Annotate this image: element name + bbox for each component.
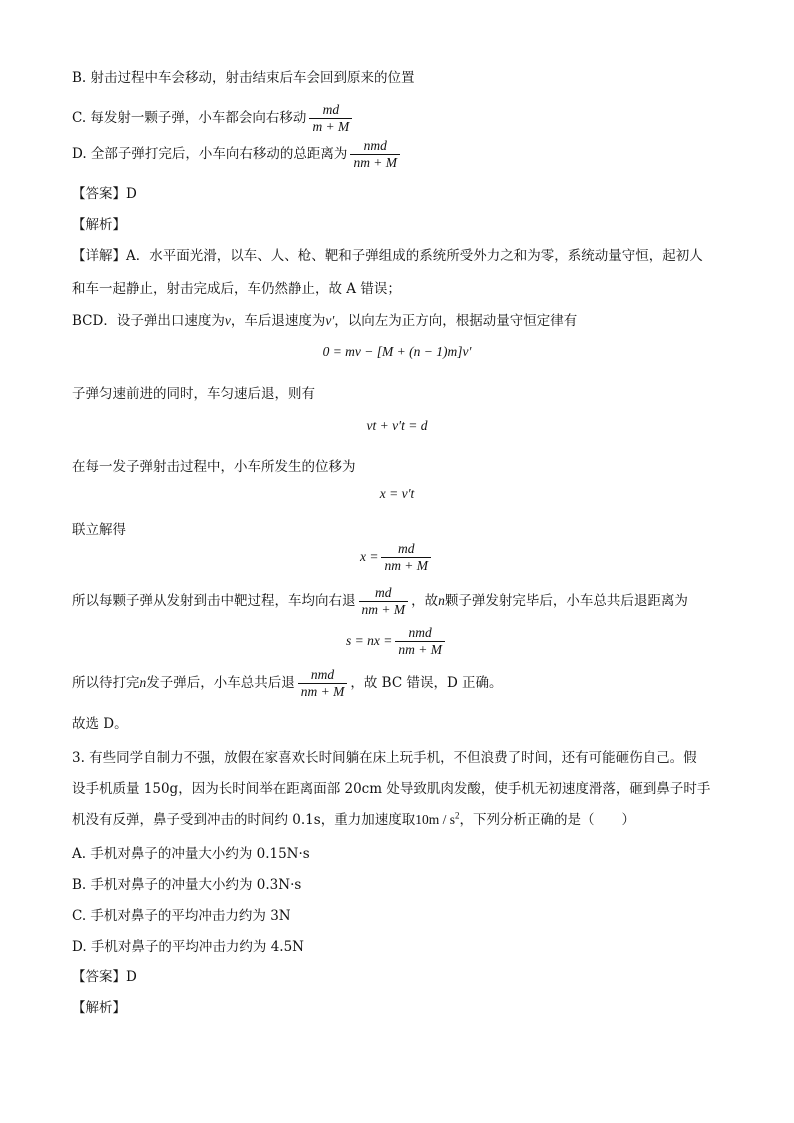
q2-line-solve: 联立解得: [72, 522, 126, 538]
numerator: nmd: [363, 138, 387, 153]
bcd-text-2: ，车后退速度为: [230, 313, 326, 329]
fraction-nmd-over-nm-plus-M: [350, 139, 400, 170]
denominator: m + M: [309, 118, 352, 134]
fraction-md-over-m-plus-M: [309, 103, 352, 134]
numerator: md: [375, 585, 392, 600]
q2-detail-a-cont: 和车一起静止，射击完成后，车仍然静止，故 A 错误；: [72, 281, 401, 297]
var-n: n: [139, 675, 147, 691]
equation-momentum: 0 = mv − [M + (n − 1)m]v′: [322, 344, 472, 359]
q2-line-total: [72, 668, 503, 699]
q2-line-each: [72, 586, 688, 617]
detail-label: 【详解】: [72, 248, 126, 264]
gravity-value: [415, 812, 459, 827]
answer-value: D: [126, 186, 137, 202]
q3-stem-line-3: [72, 808, 635, 828]
var-n: n: [438, 593, 445, 609]
equation-displacement: x = v′t: [379, 486, 415, 501]
equation-s: [0, 626, 794, 657]
gravity-unit: 10m / s: [415, 812, 455, 827]
q2-option-d: [72, 139, 403, 170]
q2-analysis-label: 【解析】: [72, 217, 126, 233]
q3-stem-line-1: 3. 有些同学自制力不强，放假在家喜欢长时间躺在床上玩手机，不但浪费了时间，还有可能砸伤自己。假: [72, 750, 697, 766]
q3-option-c: C. 手机对鼻子的平均冲击力约为 3N: [72, 908, 291, 924]
each-text-2: ，故: [411, 593, 439, 610]
total-text-3: ，故 BC 错误，D 正确。: [350, 675, 503, 692]
equation-x-lhs: x =: [359, 548, 379, 564]
numerator: md: [322, 102, 340, 117]
bcd-text-1: BCD．设子弹出口速度为: [72, 313, 225, 329]
each-text-1: 所以每颗子弹从发射到击中靶过程，车均向右退: [72, 593, 356, 610]
answer-value: D: [126, 969, 137, 985]
q3-stem-line-2: 设手机质量 150g，因为长时间举在距离面部 20cm 处导致肌肉发酸，使手机无初速度滑落，砸到鼻子时手: [72, 781, 711, 797]
q3-option-d: D. 手机对鼻子的平均冲击力约为 4.5N: [72, 939, 304, 955]
bcd-text-3: ，以向左为正方向，根据动量守恒定律有: [334, 313, 578, 329]
denominator: nm + M: [395, 641, 445, 657]
q2-option-c-text: C. 每发射一颗子弹，小车都会向右移动: [72, 110, 307, 127]
equation-sync: vt + v′t = d: [366, 418, 428, 433]
q3-stem-3a: 机没有反弹，鼻子受到冲击的时间约 0.1s，重力加速度取: [72, 812, 416, 828]
equation-s-lhs: s = nx =: [346, 632, 393, 648]
q2-line-choose: 故选 D。: [72, 716, 128, 732]
q3-option-b: B. 手机对鼻子的冲量大小约为 0.3N·s: [72, 877, 302, 893]
q3-stem-3b: ，下列分析正确的是（ ）: [459, 812, 635, 828]
total-text-1: 所以待打完: [72, 675, 140, 692]
q3-answer: [72, 965, 137, 985]
numerator: md: [397, 541, 415, 556]
numerator: nmd: [310, 667, 335, 682]
denominator: nm + M: [298, 683, 348, 699]
fraction-md-over-nm-plus-M: [359, 586, 409, 617]
q2-line-displacement: 在每一发子弹射击过程中，小车所发生的位移为: [72, 459, 356, 475]
q2-detail-a: [72, 244, 703, 264]
total-text-2: 发子弹后，小车总共后退: [146, 675, 295, 692]
q2-option-b: B. 射击过程中车会移动，射击结束后车会回到原来的位置: [72, 70, 415, 86]
answer-label: 【答案】: [72, 969, 126, 985]
denominator: nm + M: [381, 557, 431, 573]
q2-option-c: [72, 103, 355, 134]
answer-label: 【答案】: [72, 186, 126, 202]
each-text-3: 颗子弹发射完毕后，小车总共后退距离为: [444, 593, 688, 610]
var-v: v: [224, 313, 231, 328]
q2-option-d-text: D. 全部子弹打完后，小车向右移动的总距离为: [72, 146, 348, 163]
q2-bcd-intro: [72, 309, 577, 329]
q3-option-a: A. 手机对鼻子的冲量大小约为 0.15N·s: [72, 846, 310, 862]
fraction-nmd-over-nm-plus-M: [298, 668, 348, 699]
denominator: nm + M: [359, 601, 409, 617]
equation-x: [0, 542, 794, 573]
denominator: nm + M: [350, 154, 400, 170]
q3-analysis-label: 【解析】: [72, 1000, 126, 1016]
gravity-exponent: 2: [454, 810, 460, 821]
q2-answer: [72, 182, 137, 202]
fraction-md-over-nm-plus-M: [381, 542, 431, 573]
numerator: nmd: [408, 625, 432, 640]
var-v-prime: v′: [325, 313, 335, 328]
q2-line-sync: 子弹匀速前进的同时，车匀速后退，则有: [72, 386, 315, 402]
detail-a-text: A．水平面光滑，以车、人、枪、靶和子弹组成的系统所受外力之和为零，系统动量守恒，起初人: [126, 248, 703, 264]
fraction-nmd-over-nm-plus-M: [395, 626, 445, 657]
